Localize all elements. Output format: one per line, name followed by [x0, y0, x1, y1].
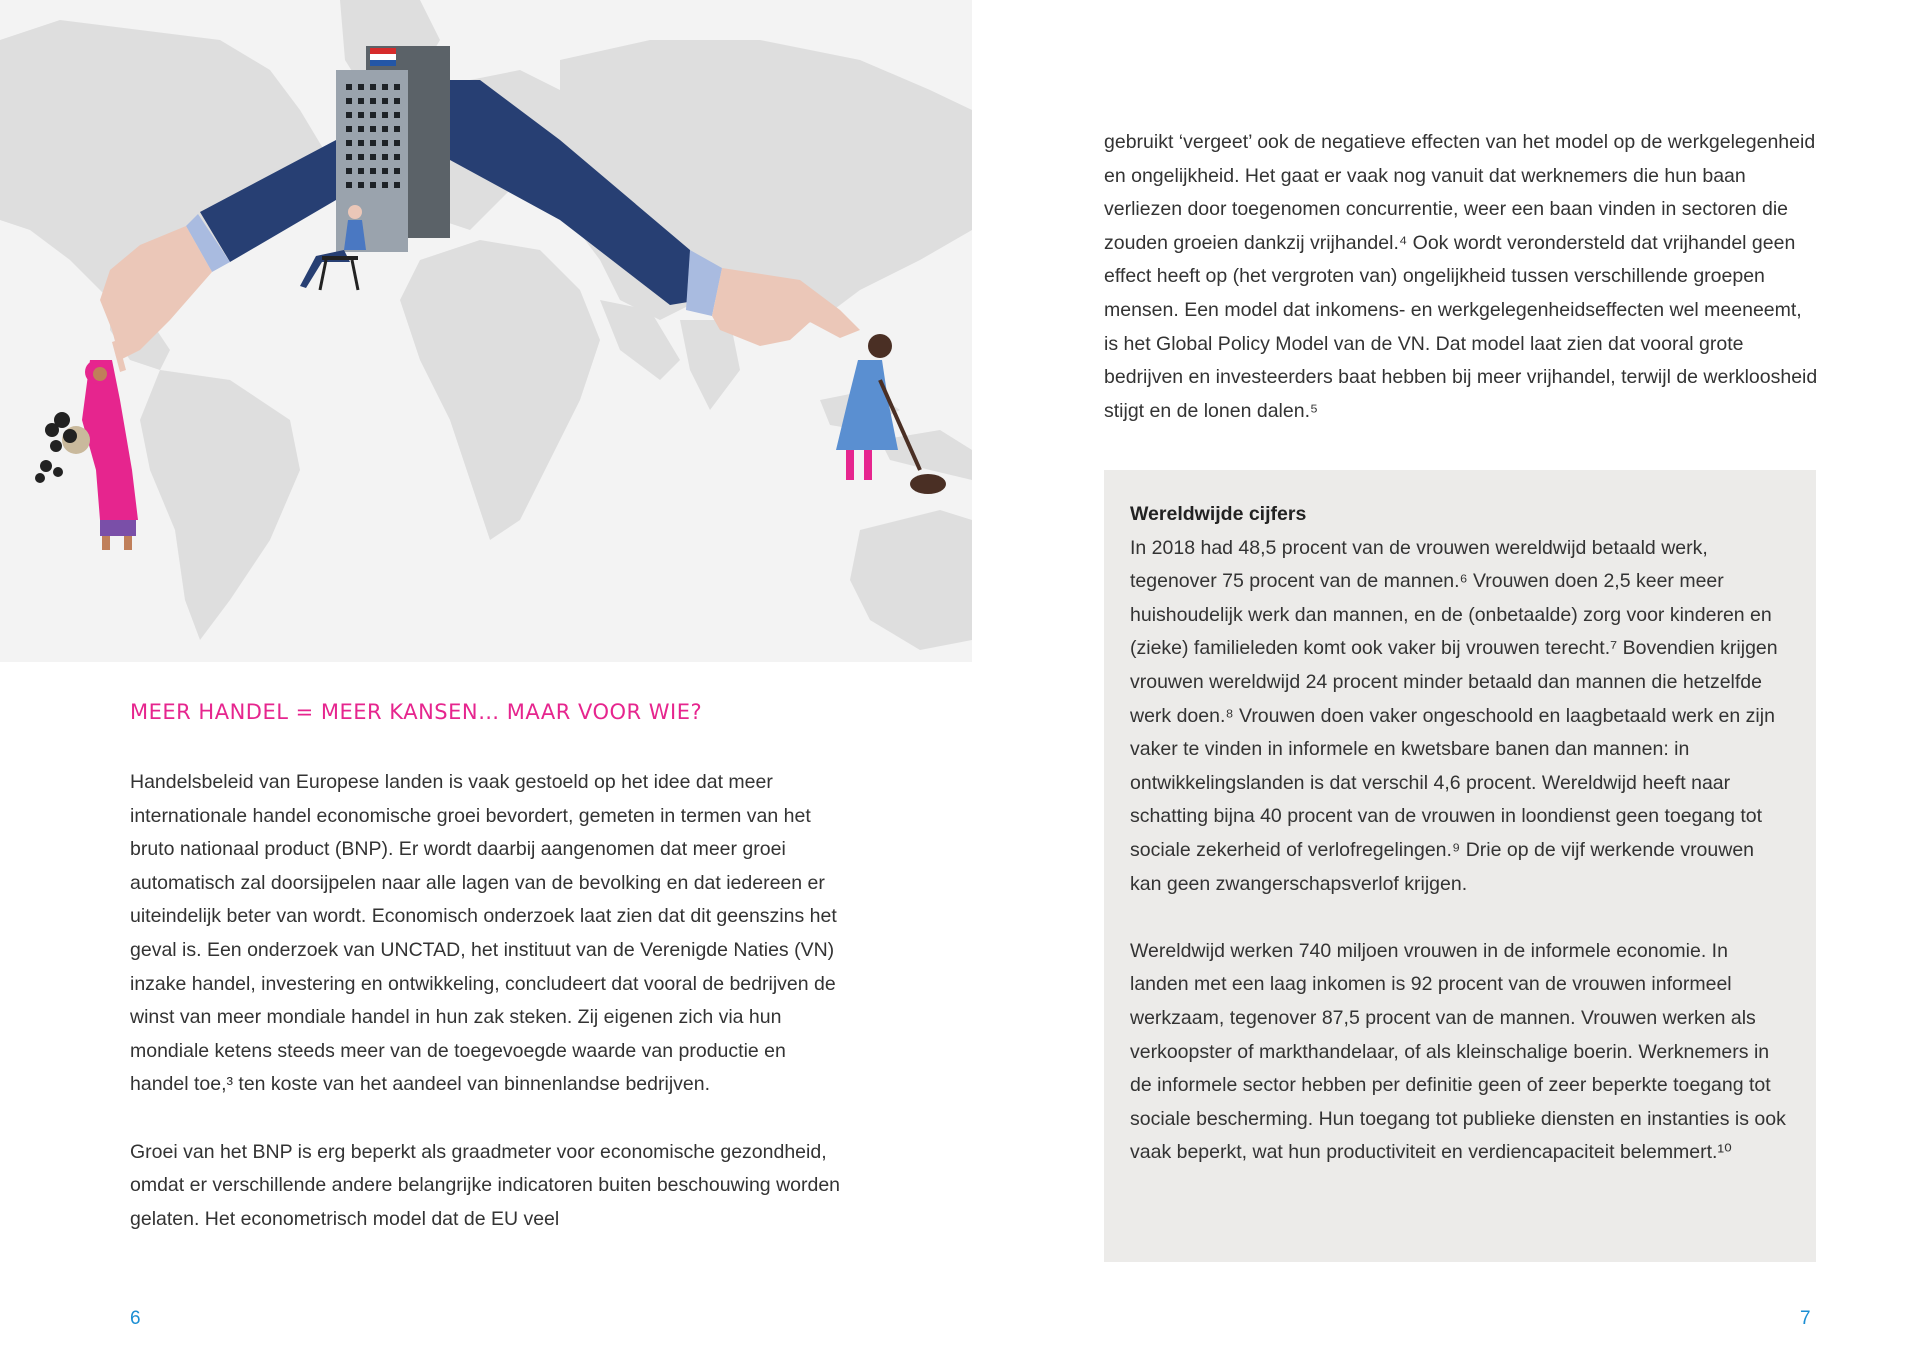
page-number-right: 7: [1800, 1308, 1811, 1329]
facts-box-paragraph-2: Wereldwijd werken 740 miljoen vrouwen in de informele economie. In landen met een laag inkomen is 92 procent van de vrouwen informeel werkzaam, tegenover 87,5 procent van de mannen. Vrouwen werken als verkoopster of markthandelaar, of als kleinschalige boerin. Werknemers in de informele sector hebben per definitie geen of zeer beperkte toegang tot sociale bescherming. Hun toegang tot publieke diensten en instanties is ook vaak beperkt, wat hun productiviteit en verdiencapaciteit belemmert.¹⁰: [1130, 939, 1786, 1164]
left-paragraph-1: Handelsbeleid van Europese landen is vaak gestoeld op het idee dat meer internationale handel economische groei bevordert, gemeten in termen van het bruto nationaal product (BNP). Er wordt daarbij aangenomen dat meer groei automatisch zal doorsijpelen naar alle lagen van de bevolking en dat iedereen er uiteindelijk beter van wordt. Economisch onderzoek laat zien dat dit geenszins het geval is. Een onderzoek van UNCTAD, het instituut van de Verenigde Naties (VN) inzake handel, investering en ontwikkeling, concludeert dat vooral de bedrijven de winst van meer mondiale handel in hun zak steken. Zij eigenen zich via hun mondiale ketens steeds meer van de toegevoegde waarde van productie en handel toe,³ ten koste van het aandeel van binnenlandse bedrijven.: [130, 771, 837, 1096]
section-heading: MEER HANDEL = MEER KANSEN… MAAR VOOR WIE?: [130, 700, 703, 724]
woman-flower-seller-illustration: [35, 360, 138, 550]
page-number-left: 6: [130, 1308, 141, 1329]
right-text-column: [1104, 126, 1820, 428]
world-map-illustration: [0, 0, 972, 662]
facts-box-paragraph-1: In 2018 had 48,5 procent van de vrouwen wereldwijd betaald werk, tegenover 75 procent van de mannen.⁶ Vrouwen doen 2,5 keer meer huishoudelijk werk dan mannen, en de (onbetaalde) zorg voor kinderen en (zieke) familieleden komt ook vaker bij vrouwen terecht.⁷ Bovendien krijgen vrouwen wereldwijd 24 procent minder betaald dan mannen die hetzelfde werk doen.⁸ Vrouwen doen vaker ongeschoold en laagbetaald werk en zijn vaker te vinden in informele en kwetsbare banen dan mannen: in ontwikkelingslanden is dat verschil 4,6 procent. Wereldwijd heeft naar schatting bijna 40 procent van de vrouwen in loondienst geen toegang tot sociale zekerheid of verlofregelingen.⁹ Drie op de vijf werkende vrouwen kan geen zwangerschapsverlof krijgen.: [1130, 536, 1778, 895]
illustration-svg: [0, 0, 972, 662]
facts-box: [1104, 470, 1816, 1262]
facts-box-title: Wereldwijde cijfers: [1130, 503, 1307, 525]
facts-box-content: [1130, 498, 1790, 1170]
businessman-illustration: [300, 205, 366, 290]
right-paragraph: gebruikt ‘vergeet’ ook de negatieve effecten van het model op de werkgelegenheid en ongelijkheid. Het gaat er vaak nog vanuit dat werknemers die hun baan verliezen door toegenomen concurrentie, weer een baan vinden in sectoren die zouden groeien dankzij vrijhandel.⁴ Ook wordt verondersteld dat vrijhandel geen effect heeft op (het vergroten van) ongelijkheid tussen verschillende groepen mensen. Een model dat inkomens- en werkgelegenheidseffecten wel meeneemt, is het Global Policy Model van de VN. Dat model laat zien dat vooral grote bedrijven en investeerders baat hebben bij meer vrijhandel, terwijl de werkloosheid stijgt en de lonen dalen.⁵: [1104, 131, 1818, 422]
left-paragraph-2: Groei van het BNP is erg beperkt als graadmeter voor economische gezondheid, omdat er verschillende andere belangrijke indicatoren buiten beschouwing worden gelaten. Het econometrisch model dat de EU veel: [130, 1140, 841, 1230]
left-text-column: [130, 766, 844, 1236]
